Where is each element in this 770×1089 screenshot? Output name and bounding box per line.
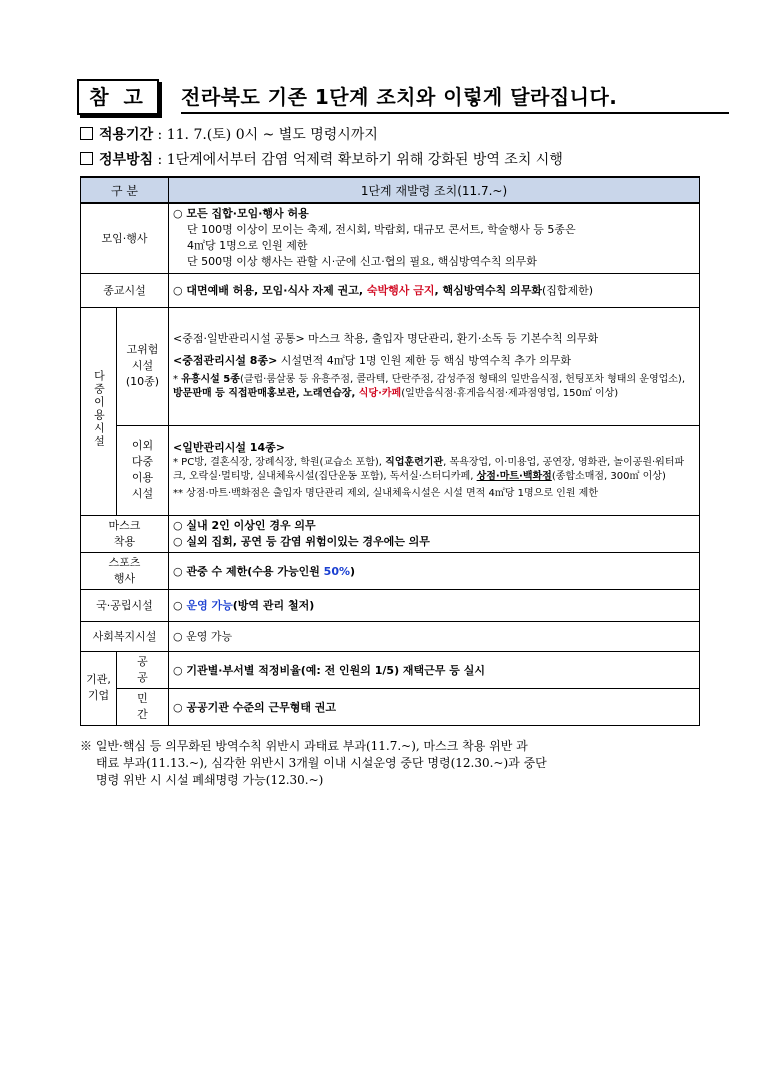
org-private-label-2: 간 xyxy=(137,707,148,721)
footnote-line-3: 명령 위반 시 시설 폐쇄명령 가능(12.30.~) xyxy=(96,773,324,787)
gathering-line-2: 단 100명 이상이 모이는 축제, 전시회, 박람회, 대규모 콘서트, 학술행사 등 5종은 xyxy=(187,223,576,237)
fac-bold-2: 방문판매 등 직접판매홍보관, 노래연습장, xyxy=(173,388,359,399)
public-tail: (방역 관리 철저) xyxy=(232,599,315,612)
multi-use-label xyxy=(81,307,117,515)
title-row xyxy=(77,79,677,115)
general-facilities xyxy=(173,456,695,484)
bullet-policy xyxy=(80,149,563,169)
table-row-mask xyxy=(81,515,700,552)
org-label-1: 기관, xyxy=(86,673,111,686)
fac-highlight: 식당·카페 xyxy=(358,388,402,399)
org-label-2: 기업 xyxy=(87,689,110,702)
row-label: 종교시설 xyxy=(81,273,169,307)
general-head: <일반관리시설 14종> xyxy=(173,440,285,454)
table-row-high-risk xyxy=(81,307,700,425)
multi-use-label-text: 다중이용시설 xyxy=(92,369,106,448)
header-category: 구 분 xyxy=(81,177,169,203)
row-content xyxy=(169,273,700,307)
sports-tail: ) xyxy=(350,564,356,578)
bullet-period xyxy=(80,124,378,144)
bullet-label: 적용기간 xyxy=(99,127,154,143)
gen-text-2: , 목욕장업, 이·미용업, 공연장, 영화관, 놀이공원·워터파크, 오락실·멀티방, 실내체육시설(집단운동 포함), 독서실·스터디카페, xyxy=(173,456,685,482)
gathering-line-4: 단 500명 이상 행사는 관할 시·군에 신고·협의 필요, 핵심방역수칙 의무화 xyxy=(187,255,537,269)
focus-rules xyxy=(173,353,695,369)
table-row-welfare xyxy=(81,621,700,651)
org-public-label xyxy=(117,651,169,688)
high-risk-content xyxy=(169,307,700,425)
fac-bold-1: 유흥시설 5종 xyxy=(181,374,240,385)
mask-label-1: 마스크 xyxy=(108,518,141,532)
table-row-other-multi xyxy=(81,425,700,515)
gen-text-1: * PC방, 결혼식장, 장례식장, 학원(교습소 포함), xyxy=(173,456,386,468)
table-row-public xyxy=(81,589,700,621)
bullet-label: 정부방침 xyxy=(99,152,154,168)
sports-content xyxy=(169,552,700,589)
religion-text: ○ 대면예배 허용, 모임·식사 자제 권고, xyxy=(173,284,367,297)
sports-text: ○ 관중 수 제한(수용 가능인원 xyxy=(173,564,324,578)
fac-text-1: (클럽·룸살롱 등 유흥주점, 콜라텍, 단란주점, 감성주점 형태의 일반음식점, 헌팅포차 형태의 운영업소), xyxy=(239,374,685,385)
high-risk-label xyxy=(117,307,169,425)
fac-text-2: (일반음식점·휴게음식점·제과점영업, 150㎡ 이상) xyxy=(401,388,619,399)
sports-highlight: 50% xyxy=(323,564,351,578)
reference-badge: 참 고 xyxy=(77,79,159,115)
mask-label xyxy=(81,515,169,552)
row-label: 국·공립시설 xyxy=(81,589,169,621)
religion-highlight: 숙박행사 금지 xyxy=(366,284,435,297)
table-row-religion xyxy=(81,273,700,307)
square-bullet-icon xyxy=(80,127,93,140)
other-label-4: 시설 xyxy=(131,487,154,500)
page-title: 전라북도 기존 1단계 조치와 이렇게 달라집니다. xyxy=(181,85,618,109)
other-label-2: 다중 xyxy=(131,455,154,468)
gen-text-3: (종합소매점, 300㎡ 이상) xyxy=(551,470,666,482)
org-private-label-1: 민 xyxy=(137,691,148,705)
public-highlight: 운영 가능 xyxy=(186,599,233,612)
common-rules: <중점·일반관리시설 공통> 마스크 착용, 출입자 명단관리, 환기·소독 등 기본수칙 의무화 xyxy=(173,332,599,345)
gathering-line-3: 4㎡당 1명으로 인원 제한 xyxy=(187,239,308,253)
row-label: 사회복지시설 xyxy=(81,621,169,651)
other-label-1: 이외 xyxy=(131,439,154,452)
mask-content xyxy=(169,515,700,552)
focus-head: <중점관리시설 8종> xyxy=(173,354,278,367)
other-multi-label xyxy=(117,425,169,515)
bullet-text: : 1단계에서부터 감염 억제력 확보하기 위해 강화된 방역 조치 시행 xyxy=(153,152,563,168)
row-content xyxy=(169,203,700,273)
star-mark: * xyxy=(173,374,182,385)
high-risk-label-1: 고위험 xyxy=(126,343,159,356)
mask-line-2: ○ 실외 집회, 공연 등 감염 위험이있는 경우에는 의무 xyxy=(173,534,430,548)
table-row-gathering xyxy=(81,203,700,273)
org-public-label-1: 공 xyxy=(137,654,148,668)
footnote xyxy=(80,738,700,789)
table-row-sports xyxy=(81,552,700,589)
footnote-line-2: 태료 부과(11.13.~), 심각한 위반시 3개월 이내 시설운영 중단 명령(12.30.~)과 중단 xyxy=(96,756,547,770)
table-row-org-public xyxy=(81,651,700,688)
org-public-label-2: 공 xyxy=(137,670,148,684)
measures-table xyxy=(80,176,700,726)
table-header-row xyxy=(81,177,700,203)
org-private-content: ○ 공공기관 수준의 근무형태 권고 xyxy=(169,688,700,725)
public-content xyxy=(169,589,700,621)
high-risk-label-3: (10종) xyxy=(125,375,160,388)
mask-line-1: ○ 실내 2인 이상인 경우 의무 xyxy=(173,518,316,532)
other-label-3: 이용 xyxy=(131,471,154,484)
general-note: ** 상점·마트·백화점은 출입자 명단관리 제외, 실내체육시설은 시설 면적 4㎡당 1명으로 인원 제한 xyxy=(173,487,598,499)
title-underline xyxy=(181,112,729,114)
religion-text-2: , 핵심방역수칙 의무화 xyxy=(434,284,542,297)
other-multi-content xyxy=(169,425,700,515)
org-label xyxy=(81,651,117,725)
focus-facilities xyxy=(173,373,695,401)
gen-bold-1: 직업훈련기관 xyxy=(385,456,444,468)
sports-label-2: 행사 xyxy=(113,571,136,585)
header-measures: 1단계 재발령 조치(11.7.~) xyxy=(169,177,700,203)
table-row-org-private xyxy=(81,688,700,725)
gathering-line-1: ○ 모든 집합·모임·행사 허용 xyxy=(173,207,309,221)
square-bullet-icon xyxy=(80,152,93,165)
footnote-line-1: ※ 일반·핵심 등 의무화된 방역수칙 위반시 과태료 부과(11.7.~), 마스크 착용 위반 과 xyxy=(80,739,528,753)
org-public-content: ○ 기관별·부서별 적정비율(예: 전 인원의 1/5) 재택근무 등 실시 xyxy=(169,651,700,688)
mask-label-2: 착용 xyxy=(113,534,136,548)
focus-text: 시설면적 4㎡당 1명 인원 제한 등 핵심 방역수칙 추가 의무화 xyxy=(277,354,572,367)
gen-bold-2: 상점·마트·백화점 xyxy=(476,470,552,482)
row-label: 모임·행사 xyxy=(81,203,169,273)
org-private-label xyxy=(117,688,169,725)
sports-label-1: 스포츠 xyxy=(108,555,141,569)
sports-label xyxy=(81,552,169,589)
welfare-content: ○ 운영 가능 xyxy=(169,621,700,651)
high-risk-label-2: 시설 xyxy=(131,359,154,372)
public-text: ○ xyxy=(173,599,187,612)
bullet-text: : 11. 7.(토) 0시 ~ 별도 명령시까지 xyxy=(153,127,378,143)
religion-tail: (집합제한) xyxy=(541,284,594,297)
